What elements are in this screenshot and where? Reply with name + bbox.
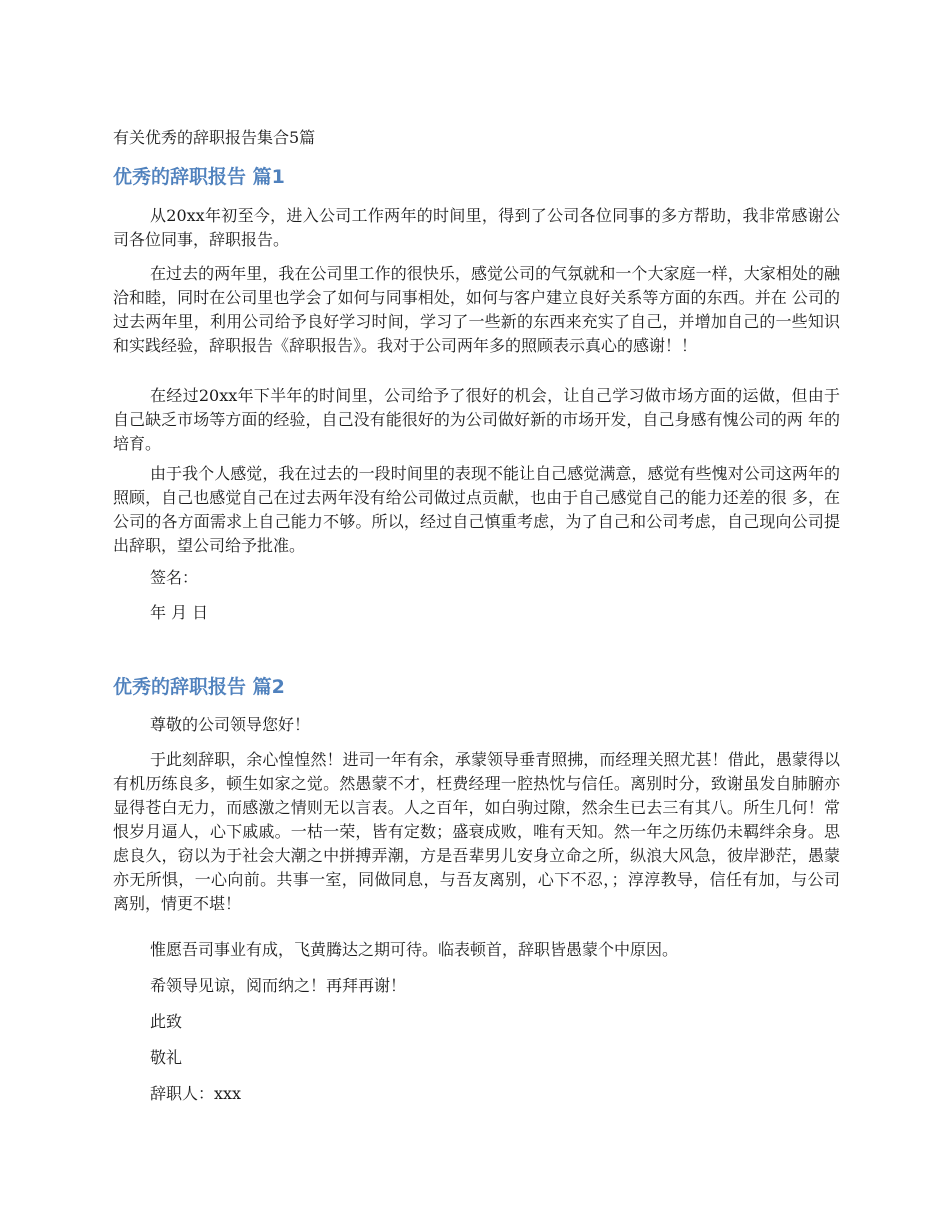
section-1-paragraph-1: 从20xx年初至今，进入公司工作两年的时间里，得到了公司各位同事的多方帮助，我非常感谢公司各位同事，辞职报告。 bbox=[113, 206, 840, 249]
document-title: 有关优秀的辞职报告集合5篇 bbox=[113, 128, 316, 147]
section-heading-1: 优秀的辞职报告 篇1 bbox=[113, 166, 285, 188]
section-heading-2: 优秀的辞职报告 篇2 bbox=[113, 676, 285, 698]
section-1-paragraph-3: 在经过20xx年下半年的时间里，公司给予了很好的机会，让自己学习做市场方面的运做，但由于自己缺乏市场等方面的经验，自己没有能很好的为公司做好新的市场开发，自己身感有愧公司的两 年的培育。 bbox=[113, 386, 840, 453]
section-2-paragraph-1: 于此刻辞职，余心惶惶然！进司一年有余，承蒙领导垂青照拂，而经理关照尤甚！借此，愚蒙得以有机历练良多，顿生如家之觉。然愚蒙不才，枉费经理一腔热忱与信任。离别时分，致谢虽发自肺腑亦显得苍白无力，而感激之情则无以言表。人之百年，如白驹过隙，然余生已去三有其八。所生几何！常恨岁月逼人，心下戚戚。一枯一荣，皆有定数；盛衰成败，唯有天知。然一年之历练仍未羁绊余身。思虑良久，窃以为于社会大潮之中拼搏弄潮，方是吾辈男儿安身立命之所，纵浪大风急，彼岸渺茫，愚蒙亦无所惧，一心向前。共事一室，同做同息，与吾友离别，心下不忍，；淳淳教导，信任有加，与公司离别，情更不堪！ bbox=[113, 750, 840, 913]
signature-label: 签名： bbox=[150, 568, 199, 587]
section-2-greeting: 尊敬的公司领导您好！ bbox=[150, 715, 311, 734]
date-line: 年 月 日 bbox=[150, 603, 209, 622]
resigner-line: 辞职人：xxx bbox=[150, 1084, 242, 1103]
section-1-paragraph-2: 在过去的两年里，我在公司里工作的很快乐，感觉公司的气氛就和一个大家庭一样，大家相处的融洽和睦，同时在公司里也学会了如何与同事相处，如何与客户建立良好关系等方面的东西。并在 公司的过去两年里，利用公司给予良好学习时间，学习了一些新的东西来充实了自己，并增加自己的一些知识和实践经验，辞职报告《辞职报告》。我对于公司两年多的照顾表示真心的感谢！！ bbox=[113, 264, 840, 355]
section-1-paragraph-4: 由于我个人感觉，我在过去的一段时间里的表现不能让自己感觉满意，感觉有些愧对公司这两年的照顾，自己也感觉自己在过去两年没有给公司做过点贡献，也由于自己感觉自己的能力还差的很 多，在公司的各方面需求上自己能力不够。所以，经过自己慎重考虑，为了自己和公司考虑，自己现向公司提出辞职，望公司给予批准。 bbox=[113, 464, 840, 555]
closing-salutation: 此致 bbox=[150, 1012, 183, 1031]
section-2-paragraph-3: 希领导见谅，阅而纳之！再拜再谢！ bbox=[150, 976, 407, 995]
closing-regards: 敬礼 bbox=[150, 1048, 183, 1067]
section-2-paragraph-2: 惟愿吾司事业有成，飞黄腾达之期可待。临表顿首，辞职皆愚蒙个中原因。 bbox=[150, 940, 679, 959]
